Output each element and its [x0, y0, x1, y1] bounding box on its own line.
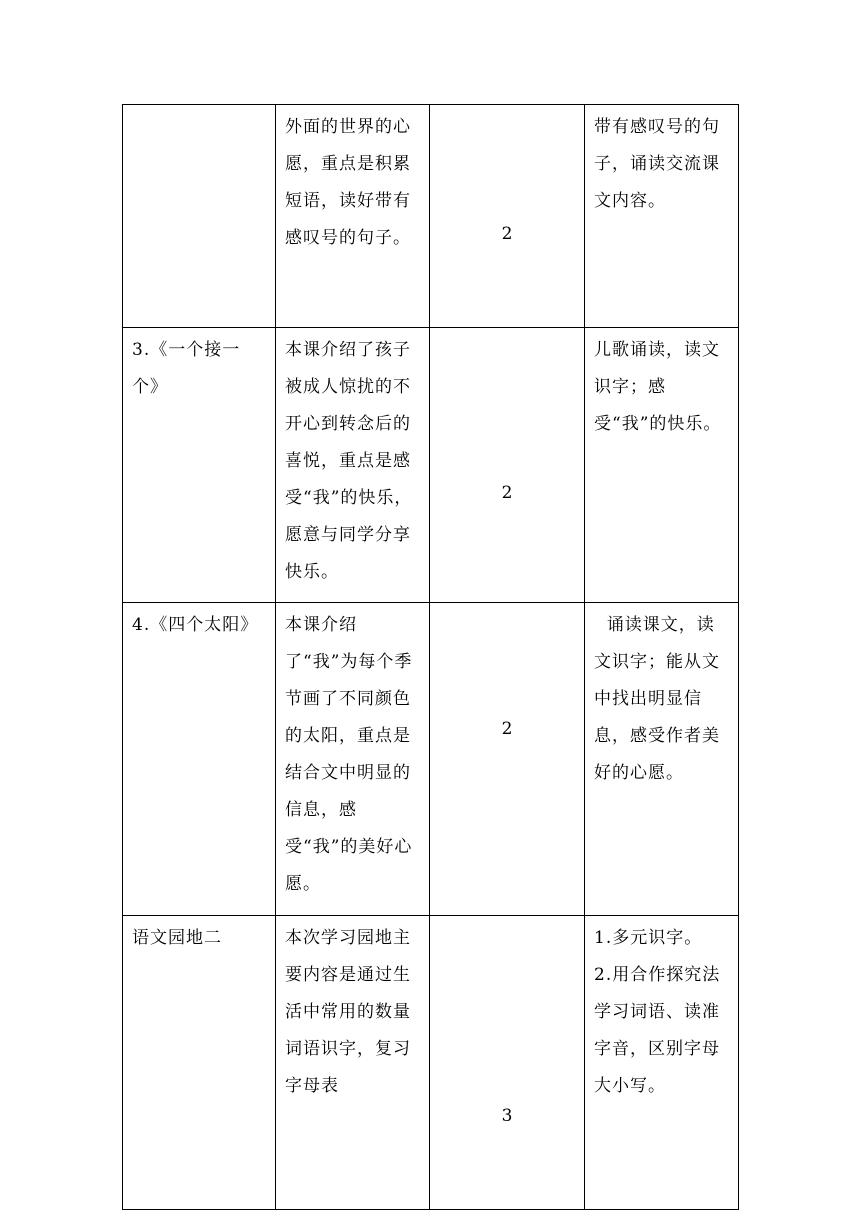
method-cell: 带有感叹号的句子，诵读交流课文内容。 [585, 105, 739, 328]
method-cell: 1.多元识字。 2.用合作探究法学习词语、读准字音，区别字母大小写。 [585, 916, 739, 1210]
hours-cell [430, 328, 585, 603]
table-row [123, 916, 739, 1210]
hours-value: 2 [501, 483, 514, 503]
hours-cell [430, 105, 585, 328]
table-row [123, 328, 739, 603]
method-cell: 儿歌诵读，读文识字；感受“我”的快乐。 [585, 328, 739, 603]
table-row [123, 105, 739, 328]
content-cell: 本次学习园地主要内容是通过生活中常用的数量词语识字，复习字母表 [276, 916, 430, 1210]
hours-value: 2 [501, 224, 514, 244]
table-row [123, 603, 739, 916]
hours-value: 2 [501, 719, 514, 739]
hours-cell [430, 916, 585, 1210]
lesson-plan-table [122, 104, 739, 1210]
hours-cell [430, 603, 585, 916]
lesson-cell: 3.《一个接一个》 [123, 328, 276, 603]
hours-value: 3 [501, 1106, 514, 1126]
content-cell: 本课介绍了“我”为每个季节画了不同颜色的太阳，重点是结合文中明显的信息，感受“我”的美好心愿。 [276, 603, 430, 916]
lesson-cell [123, 105, 276, 328]
content-cell: 外面的世界的心愿，重点是积累短语，读好带有感叹号的句子。 [276, 105, 430, 328]
lesson-cell: 语文园地二 [123, 916, 276, 1210]
lesson-cell: 4.《四个太阳》 [123, 603, 276, 916]
content-cell: 本课介绍了孩子被成人惊扰的不开心到转念后的喜悦，重点是感受“我”的快乐，愿意与同学分享快乐。 [276, 328, 430, 603]
method-cell: 诵读课文，读文识字；能从文中找出明显信息，感受作者美好的心愿。 [585, 603, 739, 916]
